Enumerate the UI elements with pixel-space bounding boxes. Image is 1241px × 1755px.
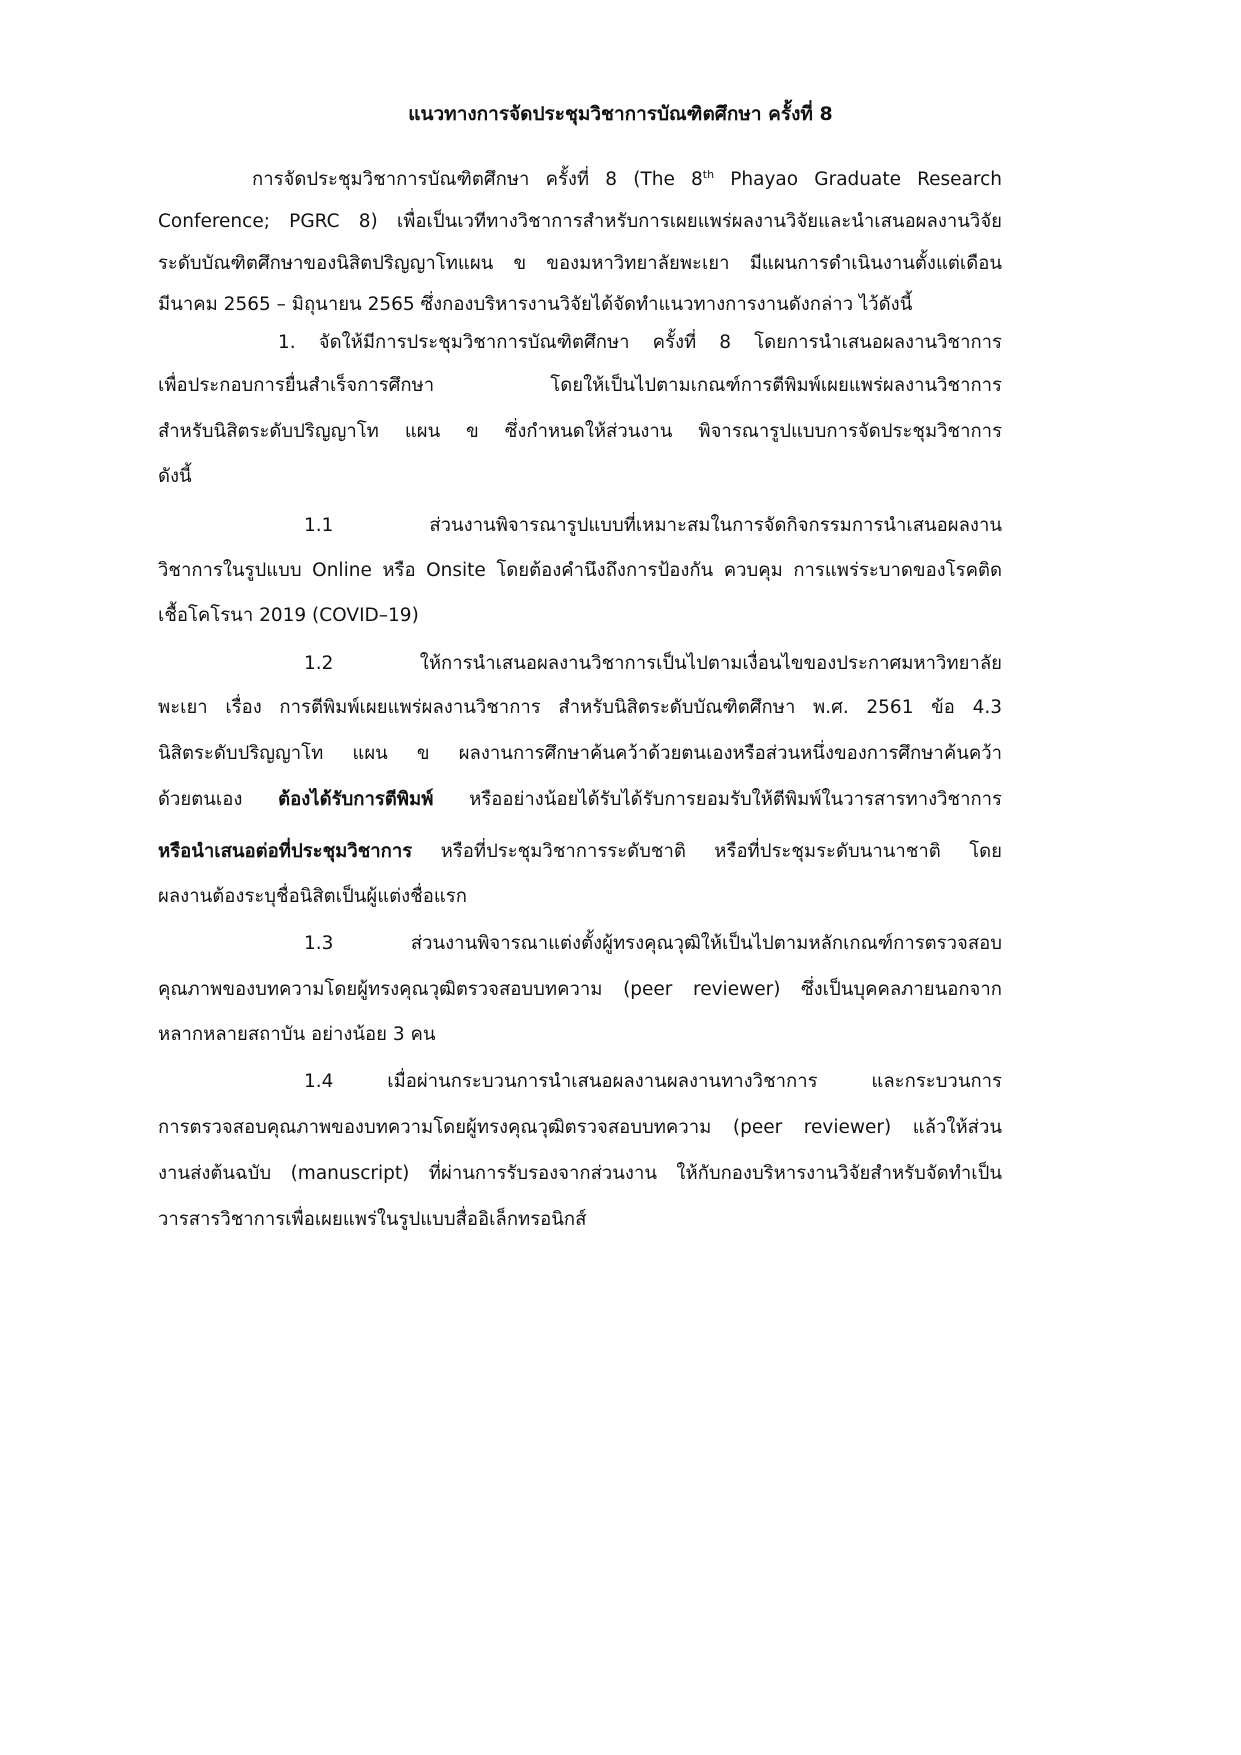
item-1-2-line-3: นิสิตระดับปริญญาโท แผน ข ผลงานการศึกษาค้นคว้าด้วยตนเองหรือส่วนหนึ่งของการศึกษาค้นคว้า — [158, 743, 1002, 764]
intro-line-1 — [252, 166, 1002, 194]
document-title: แนวทางการจัดประชุมวิชาการบัณฑิตศึกษา ครั้งที่ 8 — [408, 103, 833, 125]
item-1-2-line-4 — [158, 786, 1002, 814]
item-1-2-emphasis-published: ต้องได้รับการตีพิมพ์ — [278, 789, 434, 810]
item-1-line-2: เพื่อประกอบการยื่นสำเร็จการศึกษา โดยให้เป็นไปตามเกณฑ์การตีพิมพ์เผยแพร่ผลงานวิชาการ — [158, 375, 1002, 396]
item-1-1-line-1: 1.1 ส่วนงานพิจารณารูปแบบที่เหมาะสมในการจัดกิจกรรมการนำเสนอผลงาน — [304, 515, 1002, 536]
item-1-4-line-4: วารสารวิชาการเพื่อเผยแพร่ในรูปแบบสื่ออิเล็กทรอนิกส์ — [158, 1209, 587, 1230]
item-1-1-line-3: เชื้อโคโรนา 2019 (COVID–19) — [158, 605, 419, 626]
item-1-2-line-2: พะเยา เรื่อง การตีพิมพ์เผยแพร่ผลงานวิชาการ สำหรับนิสิตระดับบัณฑิตศึกษา พ.ศ. 2561 ข้อ 4.3 — [158, 697, 1002, 718]
item-1-4-line-3: งานส่งต้นฉบับ (manuscript) ที่ผ่านการรับรองจากส่วนงาน ให้กับกองบริหารงานวิจัยสำหรับจัดทำเป็น — [158, 1163, 1002, 1184]
item-1-2-line-4-end: หรืออย่างน้อยได้รับได้รับการยอมรับให้ตีพิมพ์ในวารสารทางวิชาการ — [433, 789, 1002, 810]
item-1-3-line-3: หลากหลายสถาบัน อย่างน้อย 3 คน — [158, 1024, 436, 1045]
item-1-3-line-1: 1.3 ส่วนงานพิจารณาแต่งตั้งผู้ทรงคุณวุฒิให้เป็นไปตามหลักเกณฑ์การตรวจสอบ — [304, 933, 1002, 954]
intro-line-1-end: Phayao Graduate Research — [714, 169, 1002, 190]
intro-line-3: ระดับบัณฑิตศึกษาของนิสิตปริญญาโทแผน ข ของมหาวิทยาลัยพะเยา มีแผนการดำเนินงานตั้งแต่เดือน — [158, 253, 1002, 274]
item-1-4-line-1: 1.4 เมื่อผ่านกระบวนการนำเสนอผลงานผลงานทางวิชาการ และกระบวนการ — [304, 1071, 1002, 1092]
item-1-3-line-2: คุณภาพของบทความโดยผู้ทรงคุณวุฒิตรวจสอบบทความ (peer reviewer) ซึ่งเป็นบุคคลภายนอกจาก — [158, 979, 1002, 1000]
item-1-line-3: สำหรับนิสิตระดับปริญญาโท แผน ข ซึ่งกำหนดให้ส่วนงาน พิจารณารูปแบบการจัดประชุมวิชาการ — [158, 421, 1002, 442]
item-1-line-1: 1. จัดให้มีการประชุมวิชาการบัณฑิตศึกษา ครั้งที่ 8 โดยการนำเสนอผลงานวิชาการ — [278, 332, 1002, 353]
item-1-2-line-5-end: หรือที่ประชุมวิชาการระดับชาติ หรือที่ประชุมระดับนานาชาติ โดย — [412, 841, 1002, 862]
item-1-2-line-1: 1.2 ให้การนำเสนอผลงานวิชาการเป็นไปตามเงื่อนไขของประกาศมหาวิทยาลัย — [304, 653, 1002, 674]
intro-line-4: มีนาคม 2565 – มิถุนายน 2565 ซึ่งกองบริหารงานวิจัยได้จัดทำแนวทางการงานดังกล่าว ไว้ดังนี้ — [158, 294, 913, 315]
item-1-2-line-6: ผลงานต้องระบุชื่อนิสิตเป็นผู้แต่งชื่อแรก — [158, 886, 467, 907]
item-1-2-line-4-start: ด้วยตนเอง — [158, 789, 279, 810]
intro-line-1-text: การจัดประชุมวิชาการบัณฑิตศึกษา ครั้งที่ 8 (The 8 — [252, 169, 703, 190]
intro-line-2: Conference; PGRC 8) เพื่อเป็นเวทีทางวิชาการสำหรับการเผยแพร่ผลงานวิจัยและนำเสนอผลงานวิจัย — [158, 211, 1002, 232]
item-1-1-line-2: วิชาการในรูปแบบ Online หรือ Onsite โดยต้องคำนึงถึงการป้องกัน ควบคุม การแพร่ระบาดของโรคติด — [158, 560, 1002, 581]
item-1-2-line-5 — [158, 838, 1002, 866]
intro-superscript: th — [702, 167, 715, 181]
item-1-4-line-2: การตรวจสอบคุณภาพของบทความโดยผู้ทรงคุณวุฒิตรวจสอบบทความ (peer reviewer) แล้วให้ส่วน — [158, 1117, 1002, 1138]
item-1-line-4: ดังนี้ — [158, 466, 192, 487]
item-1-2-emphasis-presented: หรือนำเสนอต่อที่ประชุมวิชาการ — [158, 841, 413, 862]
